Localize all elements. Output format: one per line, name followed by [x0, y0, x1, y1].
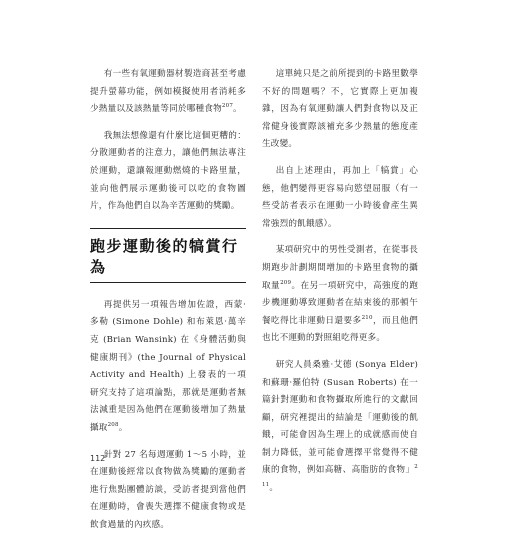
paragraph: 出自上述理由，再加上「犒賞」心態，他們變得更容易向慾望屈服（有一些受訪者表示在運動一小時後會產生異常強烈的飢餓感）。 — [262, 163, 418, 233]
right-column — [262, 66, 418, 498]
footnote-ref: 209 — [280, 280, 291, 286]
paragraph: 有一些有氧運動器材製造商甚至考慮提升螢幕功能，例如模擬使用者消耗多少熱量以及該熱量等同於哪種食物$^{207}$。 — [90, 66, 246, 119]
footnote-ref: 211 — [262, 464, 418, 488]
section-heading-box — [90, 228, 246, 283]
left-column — [90, 66, 246, 534]
section-heading: 跑步運動後的犒賞行為 — [90, 235, 246, 277]
footnote-ref: 210 — [362, 315, 373, 321]
paragraph: 再提供另一項報告增加佐證，西蒙·多勒 (Simone Dohle) 和布萊恩·萬辛克 (Brian Wansink) 在《身體活動與健康期刊》(the Journal of Physical Activity and Health) 上發表的一項研究支持了這項論點，那就是運動者無法減重是因為他們在運動後增加了熱量攝取$^{208}$。 — [90, 297, 246, 438]
paragraph: 我無法想像還有什麼比這個更糟的：分散運動者的注意力，讓他們無法專注於運動，還讓報運動燃燒的卡路里量，並向他們展示運動後可以吃的食物圖片，作為他們自以為辛苦運動的獎勵。 — [90, 128, 246, 216]
page-number: 112 — [90, 454, 105, 463]
footnote-ref: 207 — [222, 103, 233, 109]
footnote-ref: 208 — [108, 422, 119, 428]
paragraph: 某項研究中的男性受測者，在從事長期跑步計劃期間增加的卡路里食物的攝取量$^{209}$。在另一項研究中，高強度的跑步機運動導致運動者在結束後的那頓午餐吃得比非運動日還要多$^{210}$，而且他們也比不運動的對照組吃得更多。 — [262, 242, 418, 348]
paragraph: 研究人員桑雅·艾德 (Sonya Elder) 和蘇珊·羅伯特 (Susan Roberts) 在一篇針對運動和食物攝取所進行的文獻回顧，研究裡提出的結論是「運動後的飢餓，可能會因為生理上的成就感而使自制力降低，並可能會選擇平常覺得不健康的食物，例如高糖、高脂肪的食物」$^{211}$。 — [262, 357, 418, 498]
paragraph: 針對 27 名每週運動 1～5 小時，並在運動後經常以食物做為獎勵的運動者進行焦點團體訪談，受訪者提到當他們在運動時，會喪失選擇不健康食物或是飲食過量的內疚感。 — [90, 447, 246, 534]
paragraph: 這單純只是之前所提到的卡路里數學不好的問題嗎？不，它實際上更加複雜，因為有氧運動讓人們對食物以及正常健身後實際該補充多少熱量的態度產生改變。 — [262, 66, 418, 154]
